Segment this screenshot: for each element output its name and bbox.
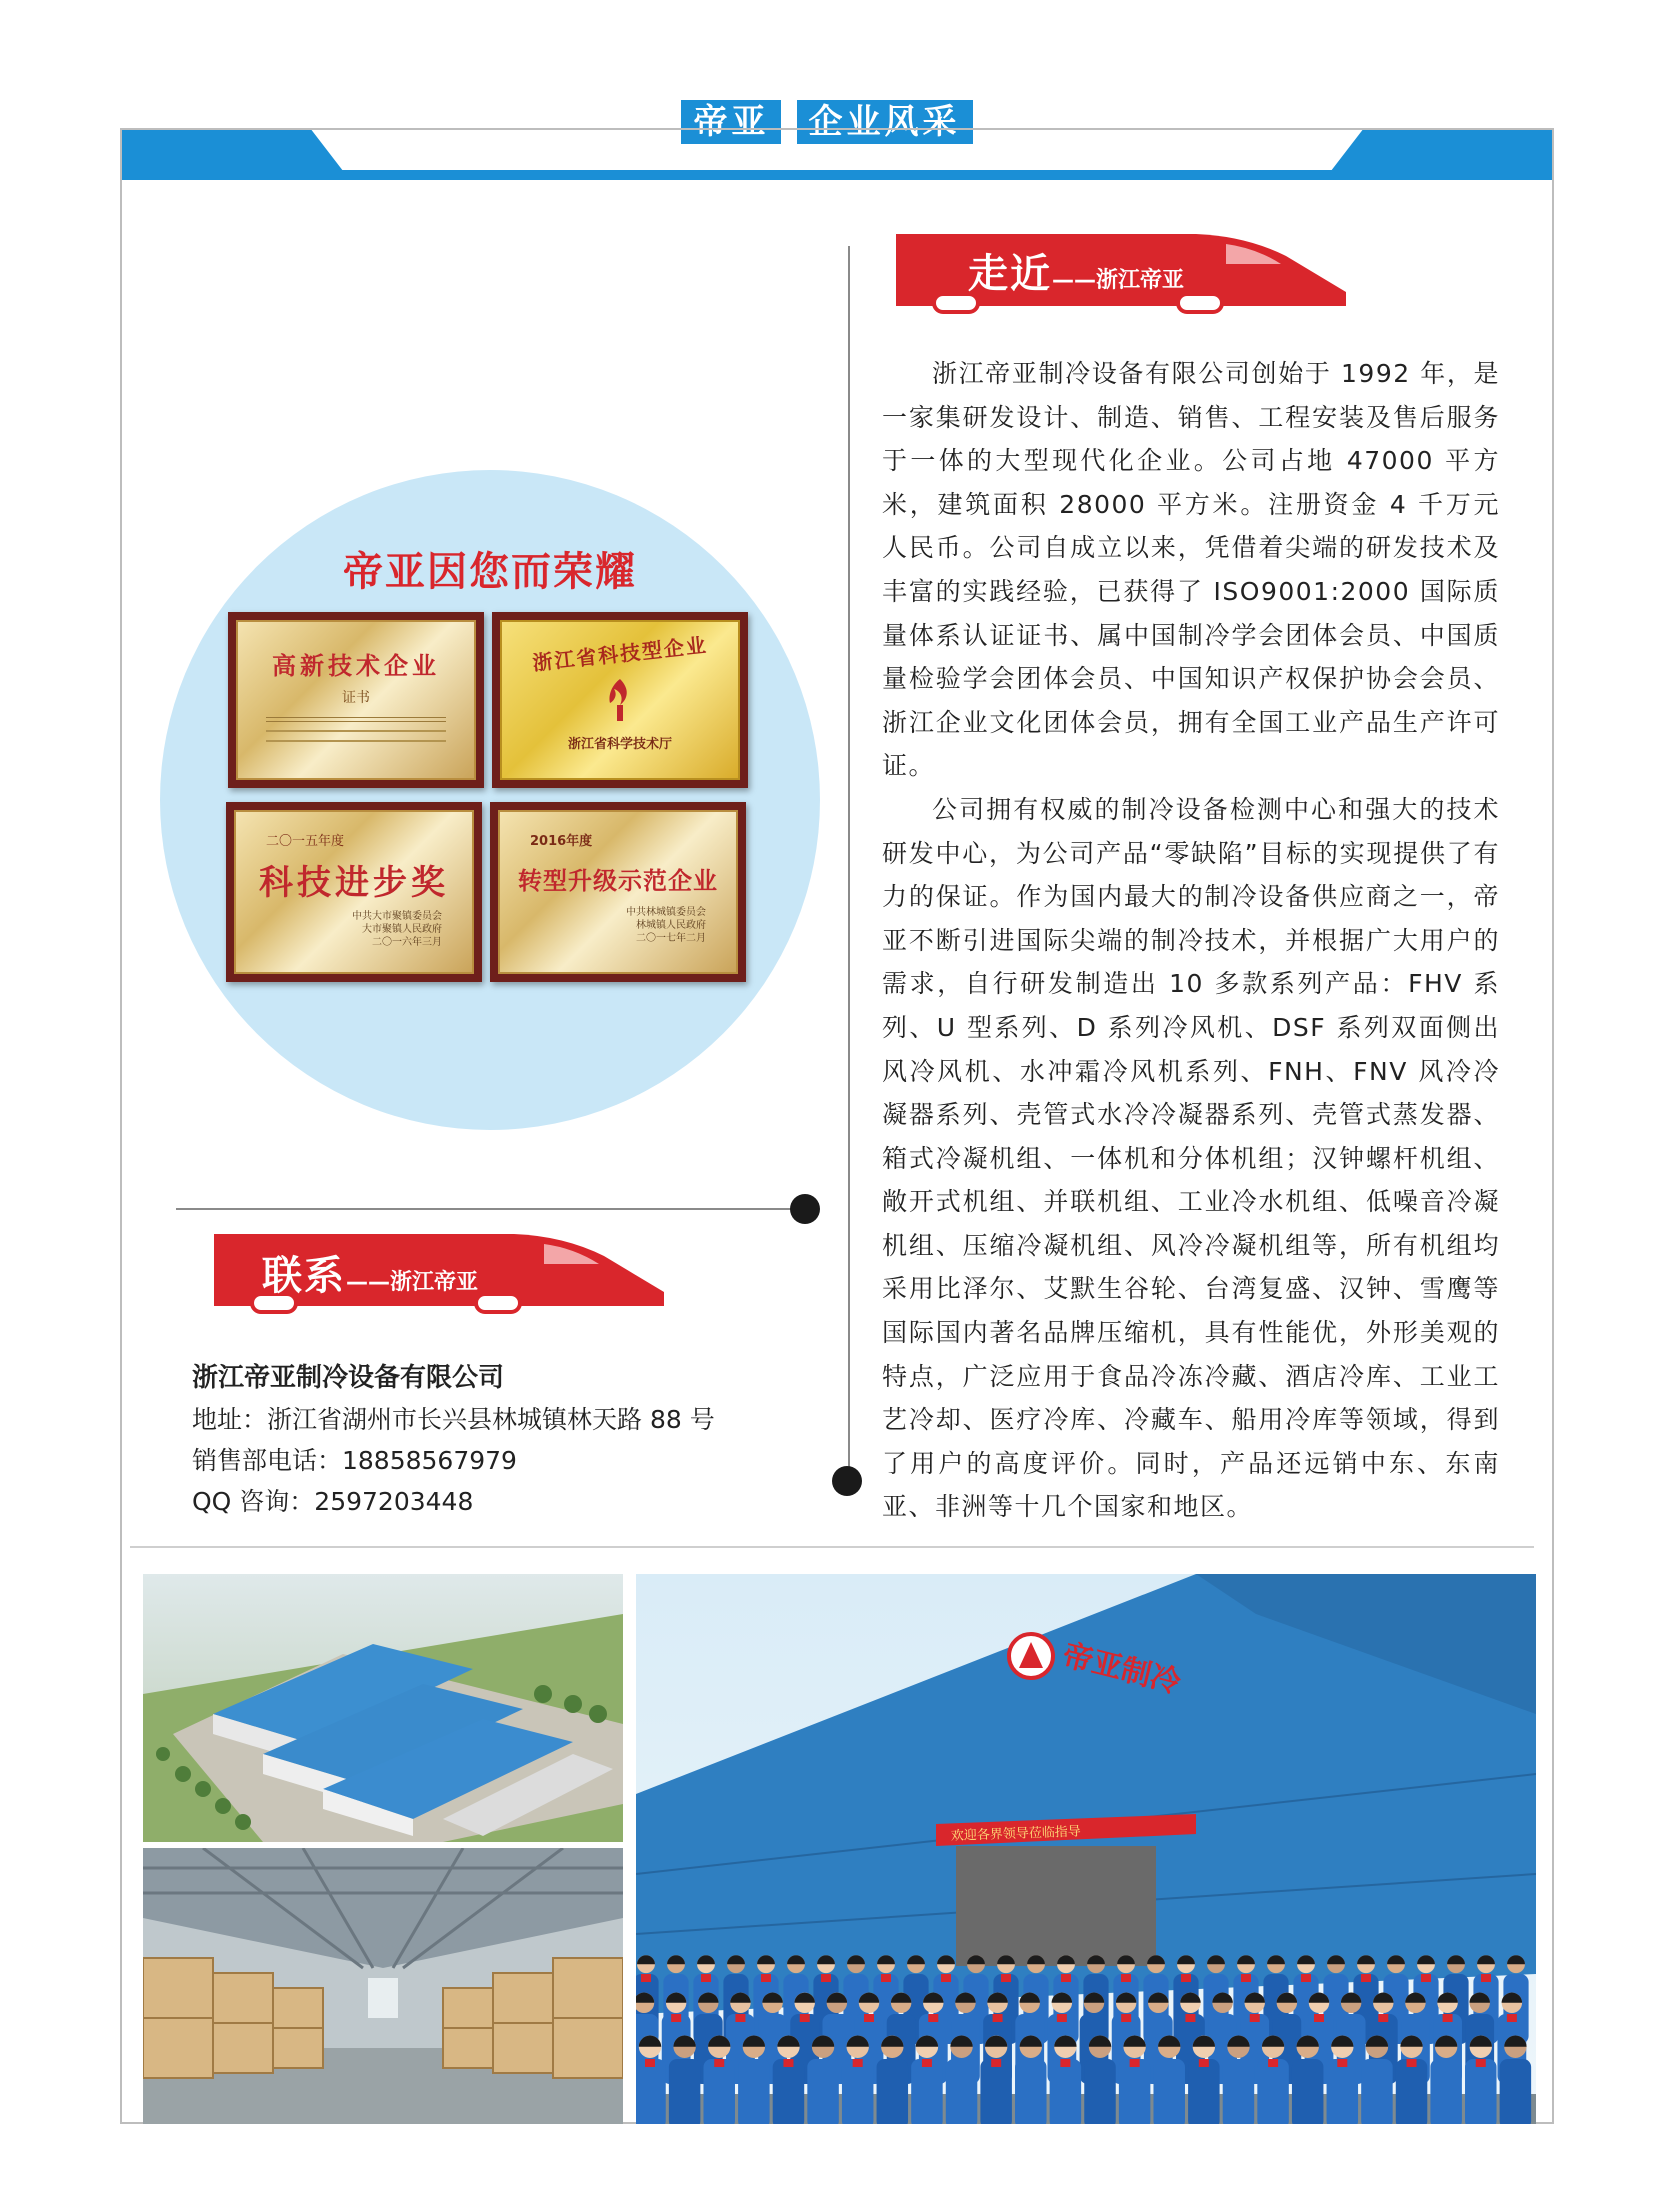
plaque-year: 2016年度: [530, 834, 593, 849]
plaque-title: 转型升级示范企业: [518, 867, 718, 895]
about-paragraph-2: 公司拥有权威的制冷设备检测中心和强大的技术研发中心，为公司产品“零缺陷”目标的实现提供了有力的保证。作为国内最大的制冷设备供应商之一，帝亚不断引进国际尖端的制冷技术，并根据广大用户的需求，自行研发制造出 10 多款系列产品：FHV 系列、U 型系列、D 系列冷风机、DSF 系列双面侧出风冷风机、水冲霜冷风机系列、FNH、FNV 风冷冷凝器系列、壳管式水冷冷凝器系列、壳管式蒸发器、箱式冷凝机组、一体机和分体机组；汉钟螺杆机组、敞开式机组、并联机组、工业冷水机组、低噪音冷凝机组、压缩冷凝机组、风冷冷凝机组等，所有机组均采用比泽尔、艾默生谷轮、台湾复盛、汉钟、雪鹰等国际国内著名品牌压缩机，具有性能优，外形美观的特点，广泛应用于食品冷冻冷藏、酒店冷库、工业工艺冷却、医疗冷库、冷藏车、船用冷库等领域，得到了用户的高度评价。同时，产品还远销中东、东南亚、非洲等十几个国家和地区。: [882, 794, 1500, 1522]
horizontal-divider: [176, 1208, 796, 1210]
award-plaque: [490, 802, 746, 982]
address-line: 地址：浙江省湖州市长兴县林城镇林天路 88 号: [192, 1405, 715, 1434]
contact-banner-main: 联系: [262, 1253, 346, 1299]
vertical-divider: [848, 246, 850, 1476]
company-name: 浙江帝亚制冷设备有限公司: [192, 1363, 505, 1393]
about-banner-sub: ——浙江帝亚: [1052, 268, 1185, 293]
factory-aerial-photo: [143, 1574, 623, 1842]
certificate-plaque: [492, 612, 748, 788]
honors-title: 帝亚因您而荣耀: [343, 549, 637, 595]
plaque-footer: 浙江省科学技术厅: [567, 737, 672, 752]
phone-line: 销售部电话：18858567979: [192, 1446, 517, 1475]
warehouse-interior-photo: [143, 1848, 623, 2124]
plaque-subtitle: 证书: [342, 690, 370, 706]
award-plaque: [226, 802, 482, 982]
about-banner-text: [968, 242, 1184, 299]
plaque-title: 浙江省科技型企业: [531, 632, 709, 676]
about-paragraph-1: 浙江帝亚制冷设备有限公司创始于 1992 年，是一家集研发设计、制造、销售、工程安装及售后服务于一体的大型现代化企业。公司占地 47000 平方米，建筑面积 28000 平方米。注册资金 4 千万元人民币。公司自成立以来，凭借着尖端的研发技术及丰富的实践经验，已获得了 ISO9001:2000 国际质量体系认证证书、属中国制冷学会团体会员、中国质量检验学会团体会员、中国知识产权保护协会会员、浙江企业文化团体会员，拥有全国工业产品生产许可证。: [882, 359, 1500, 781]
contact-info: [192, 1358, 715, 1522]
plaque-title: 科技进步奖: [259, 863, 449, 903]
header-title: 企业风采: [797, 100, 973, 144]
staff-group-photo: [636, 1574, 1536, 2124]
contact-banner-sub: ——浙江帝亚: [346, 1270, 479, 1295]
contact-banner-text: [262, 1244, 478, 1301]
plaque-title: 高新技术企业: [272, 652, 440, 680]
certificate-plaque: [228, 612, 484, 788]
plaque-year: 二〇一五年度: [266, 834, 345, 849]
about-banner-main: 走近: [968, 251, 1052, 297]
divider-dot: [832, 1466, 862, 1496]
about-text-block: [882, 352, 1500, 1529]
header-brand: 帝亚: [681, 100, 781, 144]
welcome-banner-text: 欢迎各界领导莅临指导: [950, 1824, 1082, 1844]
factory-sign-text: 帝亚制冷: [1059, 1637, 1184, 1701]
divider-dot: [790, 1194, 820, 1224]
torch-emblem-icon: [600, 675, 640, 725]
plaque-footer: 中共林城镇委员会 林城镇人民政府 二〇一七年二月: [626, 907, 706, 944]
plaque-footer: 中共大市聚镇委员会 大市聚镇人民政府 二〇一六年三月: [352, 911, 442, 948]
section-rule: [130, 1546, 1534, 1548]
qq-line: QQ 咨询：2597203448: [192, 1487, 474, 1516]
